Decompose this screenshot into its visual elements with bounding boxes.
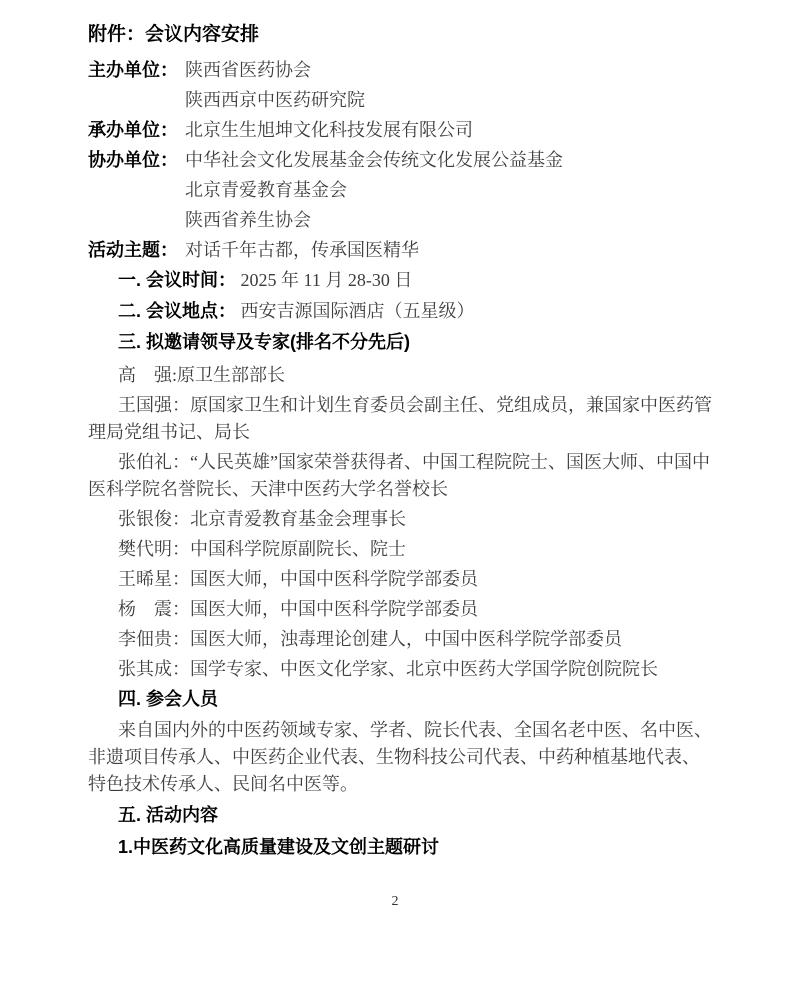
expert-item: 高 强:原卫生部部长 xyxy=(118,364,286,385)
section-value: 2025 年 11 月 28-30 日 xyxy=(236,270,413,290)
section-heading: 四. 参会人员 xyxy=(118,689,219,709)
organizer-value: 中华社会文化发展基金会传统文化发展公益基金 xyxy=(185,150,563,170)
section-activities xyxy=(118,800,714,831)
organizer-value: 北京生生旭坤文化科技发展有限公司 xyxy=(185,120,473,140)
page-number: 2 xyxy=(391,894,399,909)
organizer-values xyxy=(185,145,714,235)
expert-item: 张银俊：北京青爱教育基金会理事长 xyxy=(118,508,406,529)
participants-paragraph: 来自国内外的中医药领域专家、学者、院长代表、全国名老中医、名中医、非遗项目传承人、中医药企业代表、生物科技公司代表、中药种植基地代表、特色技术传承人、民间名中医等。 xyxy=(88,720,712,794)
organizer-value: 陕西省养生协会 xyxy=(185,210,311,230)
section-participants xyxy=(118,684,714,715)
expert-item: 张伯礼：“人民英雄”国家荣誉获得者、中国工程院院士、国医大师、中国中医科学院名誉院长、天津中医药大学名誉校长 xyxy=(88,451,710,499)
section-heading: 一. 会议时间： xyxy=(118,270,237,290)
organizer-row-host xyxy=(88,55,714,115)
section-heading: 三. 拟邀请领导及专家(排名不分先后) xyxy=(118,332,410,352)
section-heading: 五. 活动内容 xyxy=(118,805,219,825)
organizer-value: 对话千年古都，传承国医精华 xyxy=(185,240,419,260)
organizer-row-coorganizer xyxy=(88,145,714,235)
attachment-title: 附件：会议内容安排 xyxy=(88,24,260,45)
organizer-value: 陕西西京中医药研究院 xyxy=(185,90,365,110)
organizer-value: 北京青爱教育基金会 xyxy=(185,180,347,200)
section-meeting-place xyxy=(118,296,714,327)
expert-item: 樊代明：中国科学院原副院长、院士 xyxy=(118,538,406,559)
section-heading: 二. 会议地点： xyxy=(118,301,237,321)
organizer-label: 活动主题： xyxy=(88,240,178,260)
organizer-value: 陕西省医药协会 xyxy=(185,60,311,80)
organizer-row-undertaker xyxy=(88,115,714,145)
activity-item-1: 1.中医药文化高质量建设及文创主题研讨 xyxy=(118,837,440,857)
expert-item: 杨 震：国医大师，中国中医科学院学部委员 xyxy=(118,598,478,619)
organizer-row-theme xyxy=(88,235,714,265)
organizer-label: 承办单位： xyxy=(88,120,178,140)
section-value: 西安吉源国际酒店（五星级） xyxy=(236,301,475,321)
expert-item: 李佃贵：国医大师，浊毒理论创建人，中国中医科学院学部委员 xyxy=(118,628,622,649)
section-invited-experts xyxy=(118,327,714,358)
expert-item: 王国强：原国家卫生和计划生育委员会副主任、党组成员，兼国家中医药管理局党组书记、局长 xyxy=(88,394,712,442)
organizer-values xyxy=(185,235,714,265)
section-meeting-time xyxy=(118,265,714,296)
organizer-label: 协办单位： xyxy=(88,150,178,170)
organizer-label: 主办单位： xyxy=(88,60,178,80)
organizer-values xyxy=(185,115,714,145)
expert-item: 王晞星：国医大师，中国中医科学院学部委员 xyxy=(118,568,478,589)
organizer-values xyxy=(185,55,714,115)
expert-item: 张其成：国学专家、中医文化学家、北京中医药大学国学院创院院长 xyxy=(118,658,658,679)
